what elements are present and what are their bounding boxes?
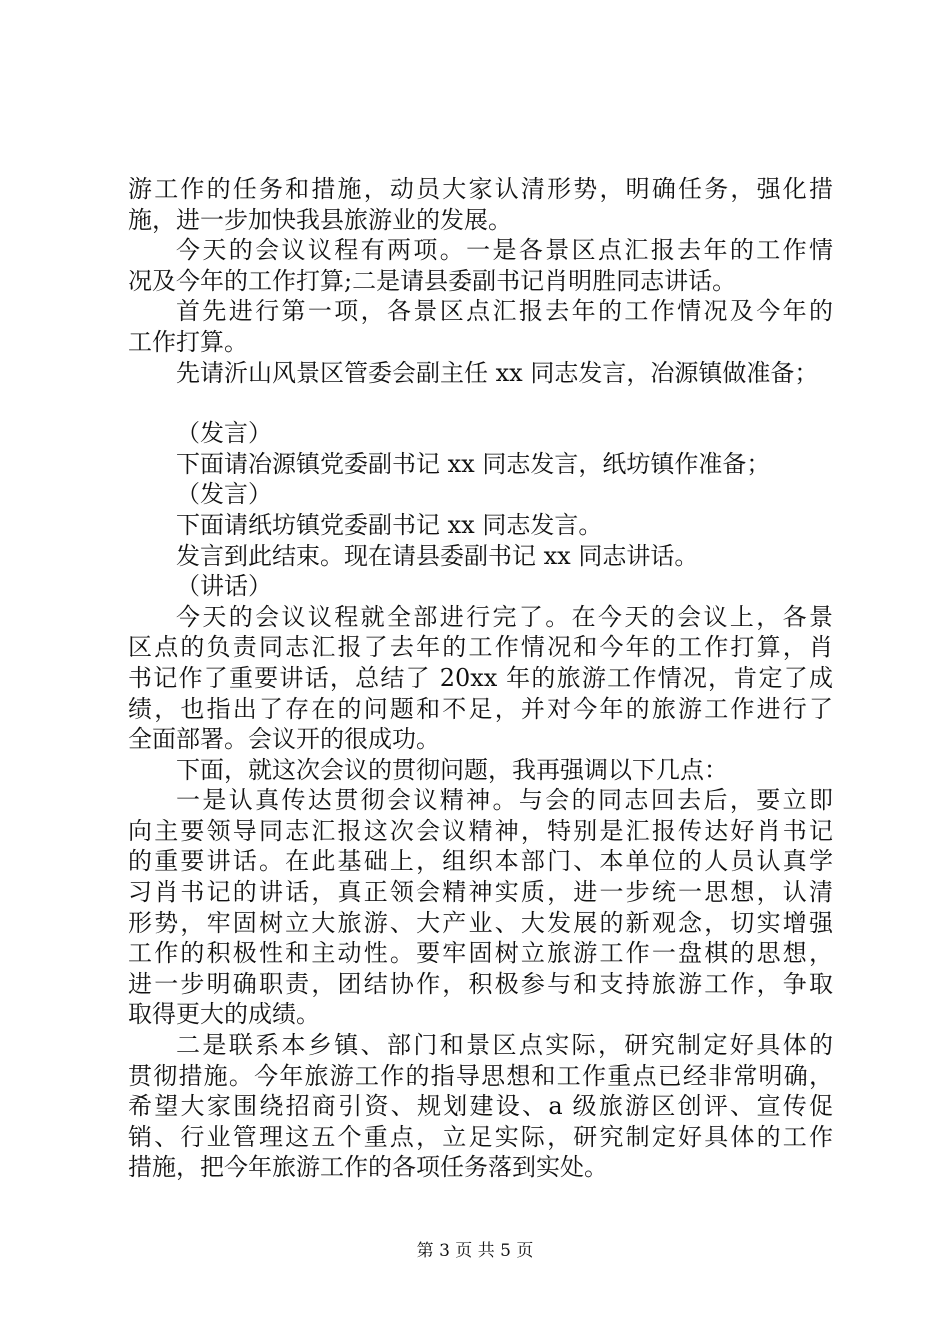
- text-line: 习肖书记的讲话，真正领会精神实质，进一步统一思想，认清: [128, 878, 833, 907]
- text-line: 一是认真传达贯彻会议精神。与会的同志回去后，要立即: [176, 786, 833, 815]
- text-line: 的重要讲话。在此基础上，组织本部门、本单位的人员认真学: [128, 847, 833, 876]
- text-line: （发言）: [176, 480, 272, 509]
- text-line: 今天的会议议程就全部进行完了。在今天的会议上，各景: [176, 602, 833, 631]
- text-line: 下面，就这次会议的贯彻问题，我再强调以下几点：: [176, 755, 728, 784]
- text-line: 取得更大的成绩。: [128, 1000, 320, 1029]
- text-line: 游工作的任务和措施，动员大家认清形势，明确任务，强化措: [128, 175, 833, 203]
- text-line: 全面部署。会议开的很成功。: [128, 725, 440, 754]
- text-line: 销、行业管理这五个重点，立足实际，研究制定好具体的工作: [128, 1122, 833, 1151]
- text-line: 向主要领导同志汇报这次会议精神，特别是汇报传达好肖书记: [128, 816, 833, 845]
- text-line: 工作的积极性和主动性。要牢固树立旅游工作一盘棋的思想，: [128, 939, 833, 968]
- text-line: 况及今年的工作打算;二是请县委副书记肖明胜同志讲话。: [128, 266, 737, 295]
- text-line: 书记作了重要讲话，总结了 20xx 年的旅游工作情况，肯定了成: [128, 663, 833, 692]
- blank-line: [128, 388, 833, 418]
- text-line: 区点的负责同志汇报了去年的工作情况和今年的工作打算，肖: [128, 633, 833, 662]
- document-body: [128, 174, 833, 1183]
- text-line: 先请沂山风景区管委会副主任 xx 同志发言，冶源镇做准备；: [176, 358, 819, 387]
- text-line: 进一步明确职责，团结协作，积极参与和支持旅游工作，争取: [128, 969, 833, 998]
- text-line: 希望大家围绕招商引资、规划建设、a 级旅游区创评、宣传促: [128, 1092, 833, 1121]
- text-line: 今天的会议议程有两项。一是各景区点汇报去年的工作情: [176, 236, 833, 265]
- text-line: 发言到此结束。现在请县委副书记 xx 同志讲话。: [176, 541, 699, 570]
- text-line: 下面请纸坊镇党委副书记 xx 同志发言。: [176, 510, 603, 539]
- text-line: （发言）: [176, 419, 272, 448]
- text-line: 绩，也指出了存在的问题和不足，并对今年的旅游工作进行了: [128, 694, 833, 723]
- text-line: 下面请冶源镇党委副书记 xx 同志发言，纸坊镇作准备；: [176, 449, 771, 478]
- text-line: 措施，把今年旅游工作的各项任务落到实处。: [128, 1153, 608, 1182]
- text-line: （讲话）: [176, 572, 272, 601]
- text-line: 施，进一步加快我县旅游业的发展。: [128, 205, 512, 234]
- text-line: 工作打算。: [128, 327, 248, 356]
- text-line: 贯彻措施。今年旅游工作的指导思想和工作重点已经非常明确，: [128, 1061, 833, 1090]
- page-number-footer: 第 3 页 共 5 页: [416, 1241, 534, 1261]
- text-line: 首先进行第一项，各景区点汇报去年的工作情况及今年的: [176, 297, 833, 326]
- text-line: 形势，牢固树立大旅游、大产业、大发展的新观念，切实增强: [128, 908, 833, 937]
- text-line: 二是联系本乡镇、部门和景区点实际，研究制定好具体的: [176, 1031, 833, 1060]
